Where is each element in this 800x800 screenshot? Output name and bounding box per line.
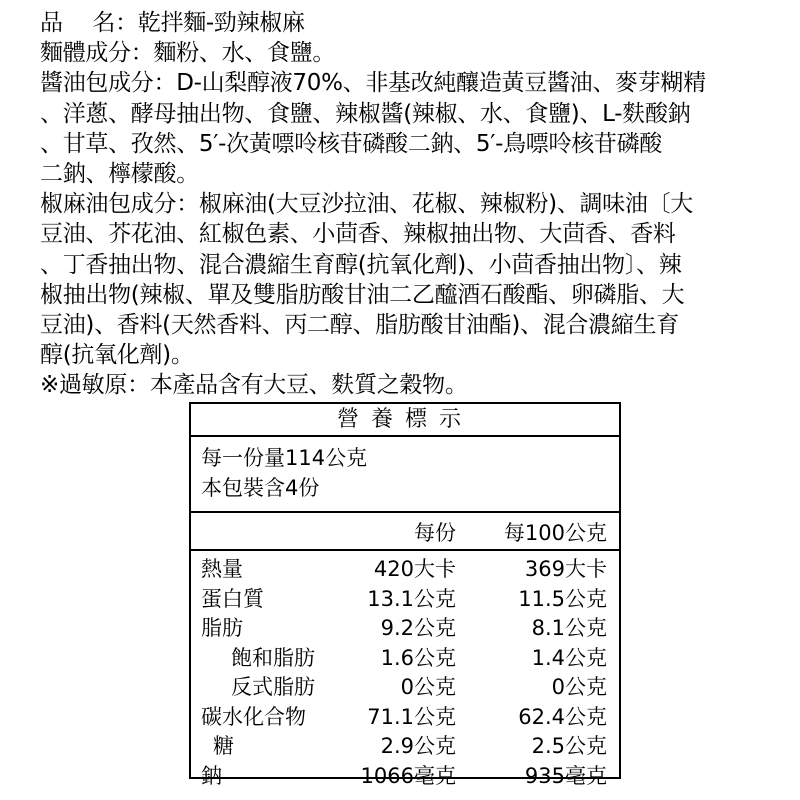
per-100g-value: 8.1公克	[531, 616, 607, 640]
per-100g-header: 每100公克	[503, 521, 607, 545]
servings-per-package: 本包裝含4份	[201, 476, 320, 500]
oil-ingredients-line: 椒麻油包成分：椒麻油(大豆沙拉油、花椒、辣椒粉)、調味油〔大	[40, 191, 693, 218]
nutrient-label: 蛋白質	[201, 586, 264, 611]
nutrient-label: 碳水化合物	[201, 704, 306, 729]
per-serving-value: 71.1公克	[367, 704, 456, 729]
sauce-ingredients-line: 醬油包成分：D-山梨醇液70%、非基改純釀造黃豆醬油、麥芽糊精	[40, 70, 706, 97]
table-row	[191, 614, 619, 644]
per-serving-value: 2.9公克	[380, 734, 456, 758]
table-row	[191, 555, 619, 585]
per-serving-header: 每份	[414, 521, 456, 545]
column-headers	[191, 513, 619, 551]
per-100g-value: 0公克	[551, 675, 607, 699]
nutrient-rows	[191, 551, 619, 791]
per-serving-value: 1066毫克	[360, 763, 456, 788]
sauce-ingredients-line: 、洋蔥、酵母抽出物、食鹽、辣椒醬(辣椒、水、食鹽)、L-麩酸鈉	[40, 100, 691, 127]
nutrition-facts-table	[189, 402, 621, 788]
oil-ingredients-line: 醇(抗氧化劑)。	[40, 342, 194, 369]
per-100g-value: 11.5公克	[518, 586, 607, 611]
nutrient-label: 熱量	[201, 557, 243, 581]
oil-ingredients-line: 豆油)、香料(天然香料、丙二醇、脂肪酸甘油酯)、混合濃縮生育	[40, 312, 679, 339]
per-100g-value: 2.5公克	[531, 734, 607, 758]
nutrient-label: 反式脂肪	[231, 675, 315, 699]
nutrition-title: 營養標示	[191, 404, 619, 437]
allergen-line: ※過敏原：本產品含有大豆、麩質之穀物。	[40, 372, 468, 399]
nutrient-label: 鈉	[201, 763, 222, 788]
table-row	[191, 732, 619, 762]
per-serving-value: 13.1公克	[367, 586, 456, 611]
per-100g-value: 1.4公克	[531, 645, 607, 670]
noodle-ingredients-line: 麵體成分：麵粉、水、食鹽。	[40, 40, 336, 67]
per-serving-value: 420大卡	[373, 557, 456, 581]
table-row	[191, 673, 619, 703]
per-100g-value: 62.4公克	[518, 704, 607, 729]
product-name-line: 品 名：乾拌麵-勁辣椒麻	[40, 10, 305, 36]
nutrient-label: 脂肪	[201, 616, 243, 640]
table-row	[191, 703, 619, 733]
nutrient-label: 糖	[213, 734, 234, 758]
ingredients-block	[40, 8, 770, 401]
sauce-ingredients-line: 、甘草、孜然、5′-次黃嘌呤核苷磷酸二鈉、5′-鳥嘌呤核苷磷酸	[40, 130, 663, 157]
per-serving-value: 9.2公克	[380, 616, 456, 640]
table-row	[191, 762, 619, 792]
serving-size: 每一份量114公克	[201, 446, 368, 470]
serving-info	[191, 437, 619, 513]
sauce-ingredients-line: 二鈉、檸檬酸。	[40, 161, 199, 188]
oil-ingredients-line: 、丁香抽出物、混合濃縮生育醇(抗氧化劑)、小茴香抽出物〕、辣	[40, 251, 682, 278]
oil-ingredients-line: 椒抽出物(辣椒、單及雙脂肪酸甘油二乙醯酒石酸酯、卵磷脂、大	[40, 281, 685, 308]
table-row	[191, 644, 619, 674]
table-row	[191, 585, 619, 615]
oil-ingredients-line: 豆油、芥花油、紅椒色素、小茴香、辣椒抽出物、大茴香、香料	[40, 221, 676, 248]
per-serving-value: 0公克	[400, 675, 456, 699]
per-serving-value: 1.6公克	[380, 645, 456, 670]
nutrient-label: 飽和脂肪	[231, 645, 315, 670]
per-100g-value: 935毫克	[524, 763, 607, 788]
per-100g-value: 369大卡	[524, 557, 607, 581]
